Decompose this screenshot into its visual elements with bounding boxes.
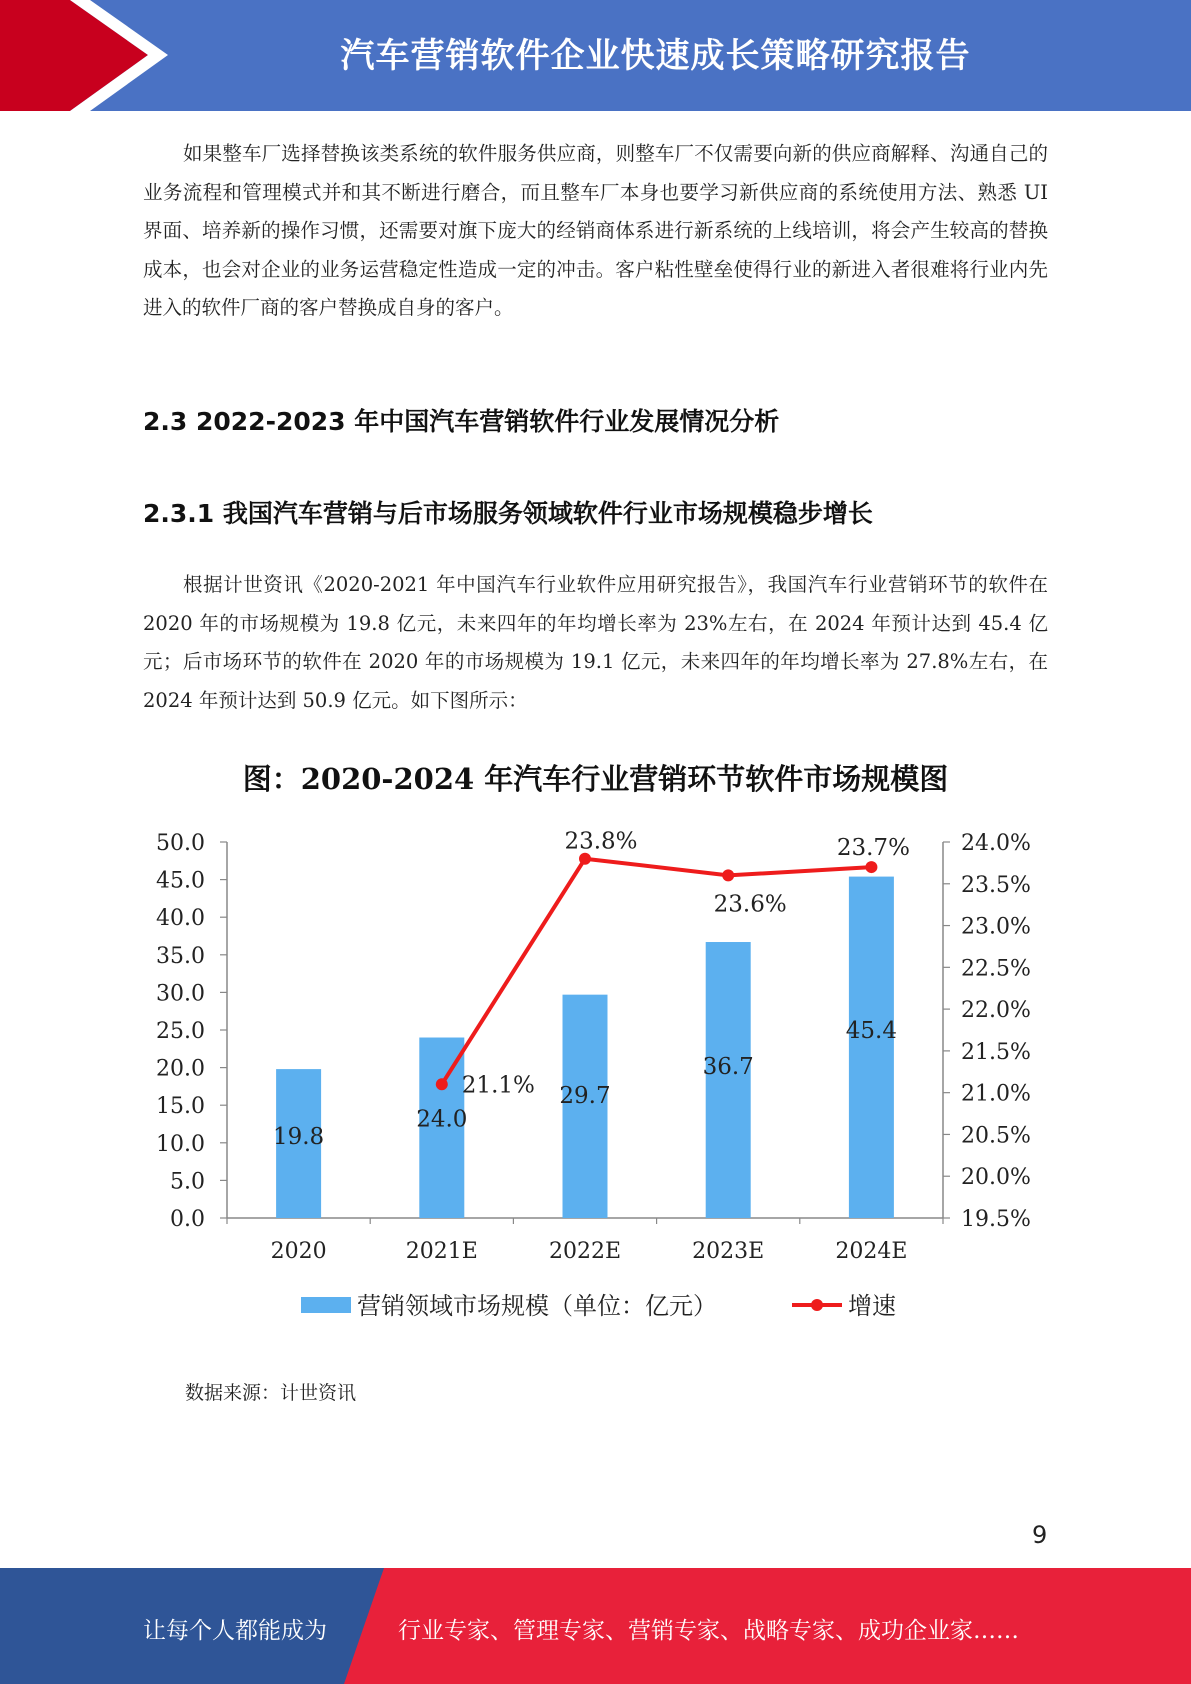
left-tick-label: 50.0: [156, 831, 205, 856]
report-title: 汽车营销软件企业快速成长策略研究报告: [340, 36, 971, 76]
chart-title: 图：2020-2024 年汽车行业营销环节软件市场规模图: [242, 762, 949, 796]
left-tick-label: 30.0: [156, 981, 205, 1007]
bar-label: 36.7: [702, 1054, 754, 1081]
left-tick-label: 15.0: [156, 1094, 205, 1120]
left-tick-label: 25.0: [156, 1019, 205, 1044]
page-footer: [0, 1568, 1191, 1684]
right-tick-label: 22.5%: [961, 956, 1031, 982]
footer-slogan-right: 行业专家、管理专家、营销专家、战略专家、成功企业家……: [398, 1618, 1019, 1644]
growth-point-2021E: [436, 1078, 448, 1090]
right-tick-label: 22.0%: [961, 998, 1031, 1024]
subsection-heading: 2.3.1 我国汽车营销与后市场服务领域软件行业市场规模稳步增长: [143, 499, 873, 528]
growth-line: [442, 859, 872, 1085]
legend-bar-swatch: [301, 1297, 351, 1313]
left-tick-label: 0.0: [170, 1207, 205, 1232]
right-tick-label: 24.0%: [961, 831, 1031, 856]
right-tick-label: 21.0%: [961, 1081, 1031, 1107]
x-tick-label: 2024E: [835, 1239, 908, 1264]
intro-paragraph: 如果整车厂选择替换该类系统的软件服务供应商，则整车厂不仅需要向新的供应商解释、沟通自己的业务流程和管理模式并和其不断进行磨合，而且整车厂本身也要学习新供应商的系统使用方法、熟悉 UI 界面、培养新的操作习惯，还需要对旗下庞大的经销商体系进行新系统的上线培训，将会产生较高的替换成本，也会对企业的业务运营稳定性造成一定的冲击。客户粘性壁垒使得行业的新进入者很难将行业内先进入的软件厂商的客户替换成自身的客户。: [143, 142, 1048, 319]
page-number: 9: [1032, 1521, 1048, 1549]
x-tick-label: 2021E: [405, 1239, 478, 1264]
x-tick-label: 2022E: [548, 1239, 622, 1264]
left-tick-label: 45.0: [156, 868, 205, 894]
right-tick-label: 23.5%: [961, 872, 1031, 898]
page-header: [0, 0, 1191, 111]
market-size-chart: [0, 820, 1191, 1340]
left-tick-label: 35.0: [156, 943, 205, 969]
bar-label: 29.7: [559, 1083, 611, 1110]
body-paragraph: 根据计世资讯《2020-2021 年中国汽车行业软件应用研究报告》，我国汽车行业营销环节的软件在 2020 年的市场规模为 19.8 亿元，未来四年的年均增长率为 23%左右，在 2024 年预计达到 45.4 亿元；后市场环节的软件在 2020 年的市场规模为 19.1 亿元，未来四年的年均增长率为 27.8%左右，在 2024 年预计达到 50.9 亿元。如下图所示：: [143, 573, 1048, 712]
right-tick-label: 21.5%: [961, 1039, 1031, 1065]
growth-label: 21.1%: [461, 1072, 535, 1099]
growth-point-2023E: [722, 869, 734, 881]
growth-label: 23.6%: [713, 891, 787, 918]
left-tick-label: 40.0: [156, 906, 205, 932]
footer-slogan-left: 让每个人都能成为: [143, 1618, 327, 1644]
growth-label: 23.8%: [564, 828, 638, 855]
bar-label: 24.0: [416, 1106, 468, 1133]
growth-point-2024E: [865, 861, 877, 873]
body-section: [143, 566, 1048, 720]
left-tick-label: 20.0: [156, 1056, 205, 1082]
source-note: 数据来源：计世资讯: [185, 1382, 357, 1404]
legend-line-label: 增速: [848, 1292, 896, 1320]
left-tick-label: 5.0: [170, 1169, 205, 1195]
legend-bar-label: 营销领域市场规模（单位：亿元）: [357, 1292, 717, 1320]
x-tick-label: 2020: [270, 1239, 327, 1264]
right-tick-label: 20.5%: [961, 1123, 1031, 1149]
x-tick-label: 2023E: [692, 1239, 765, 1264]
section-heading: 2.3 2022-2023 年中国汽车营销软件行业发展情况分析: [143, 407, 780, 436]
legend-line-marker: [811, 1299, 823, 1311]
intro-section: [143, 135, 1048, 328]
right-tick-label: 19.5%: [961, 1207, 1031, 1232]
growth-label: 23.7%: [836, 835, 910, 862]
right-tick-label: 20.0%: [961, 1165, 1031, 1191]
right-tick-label: 23.0%: [961, 914, 1031, 940]
left-tick-label: 10.0: [156, 1131, 205, 1157]
bar-label: 45.4: [845, 1018, 898, 1045]
bar-2024E: [849, 877, 894, 1218]
bar-label: 19.8: [272, 1124, 325, 1151]
